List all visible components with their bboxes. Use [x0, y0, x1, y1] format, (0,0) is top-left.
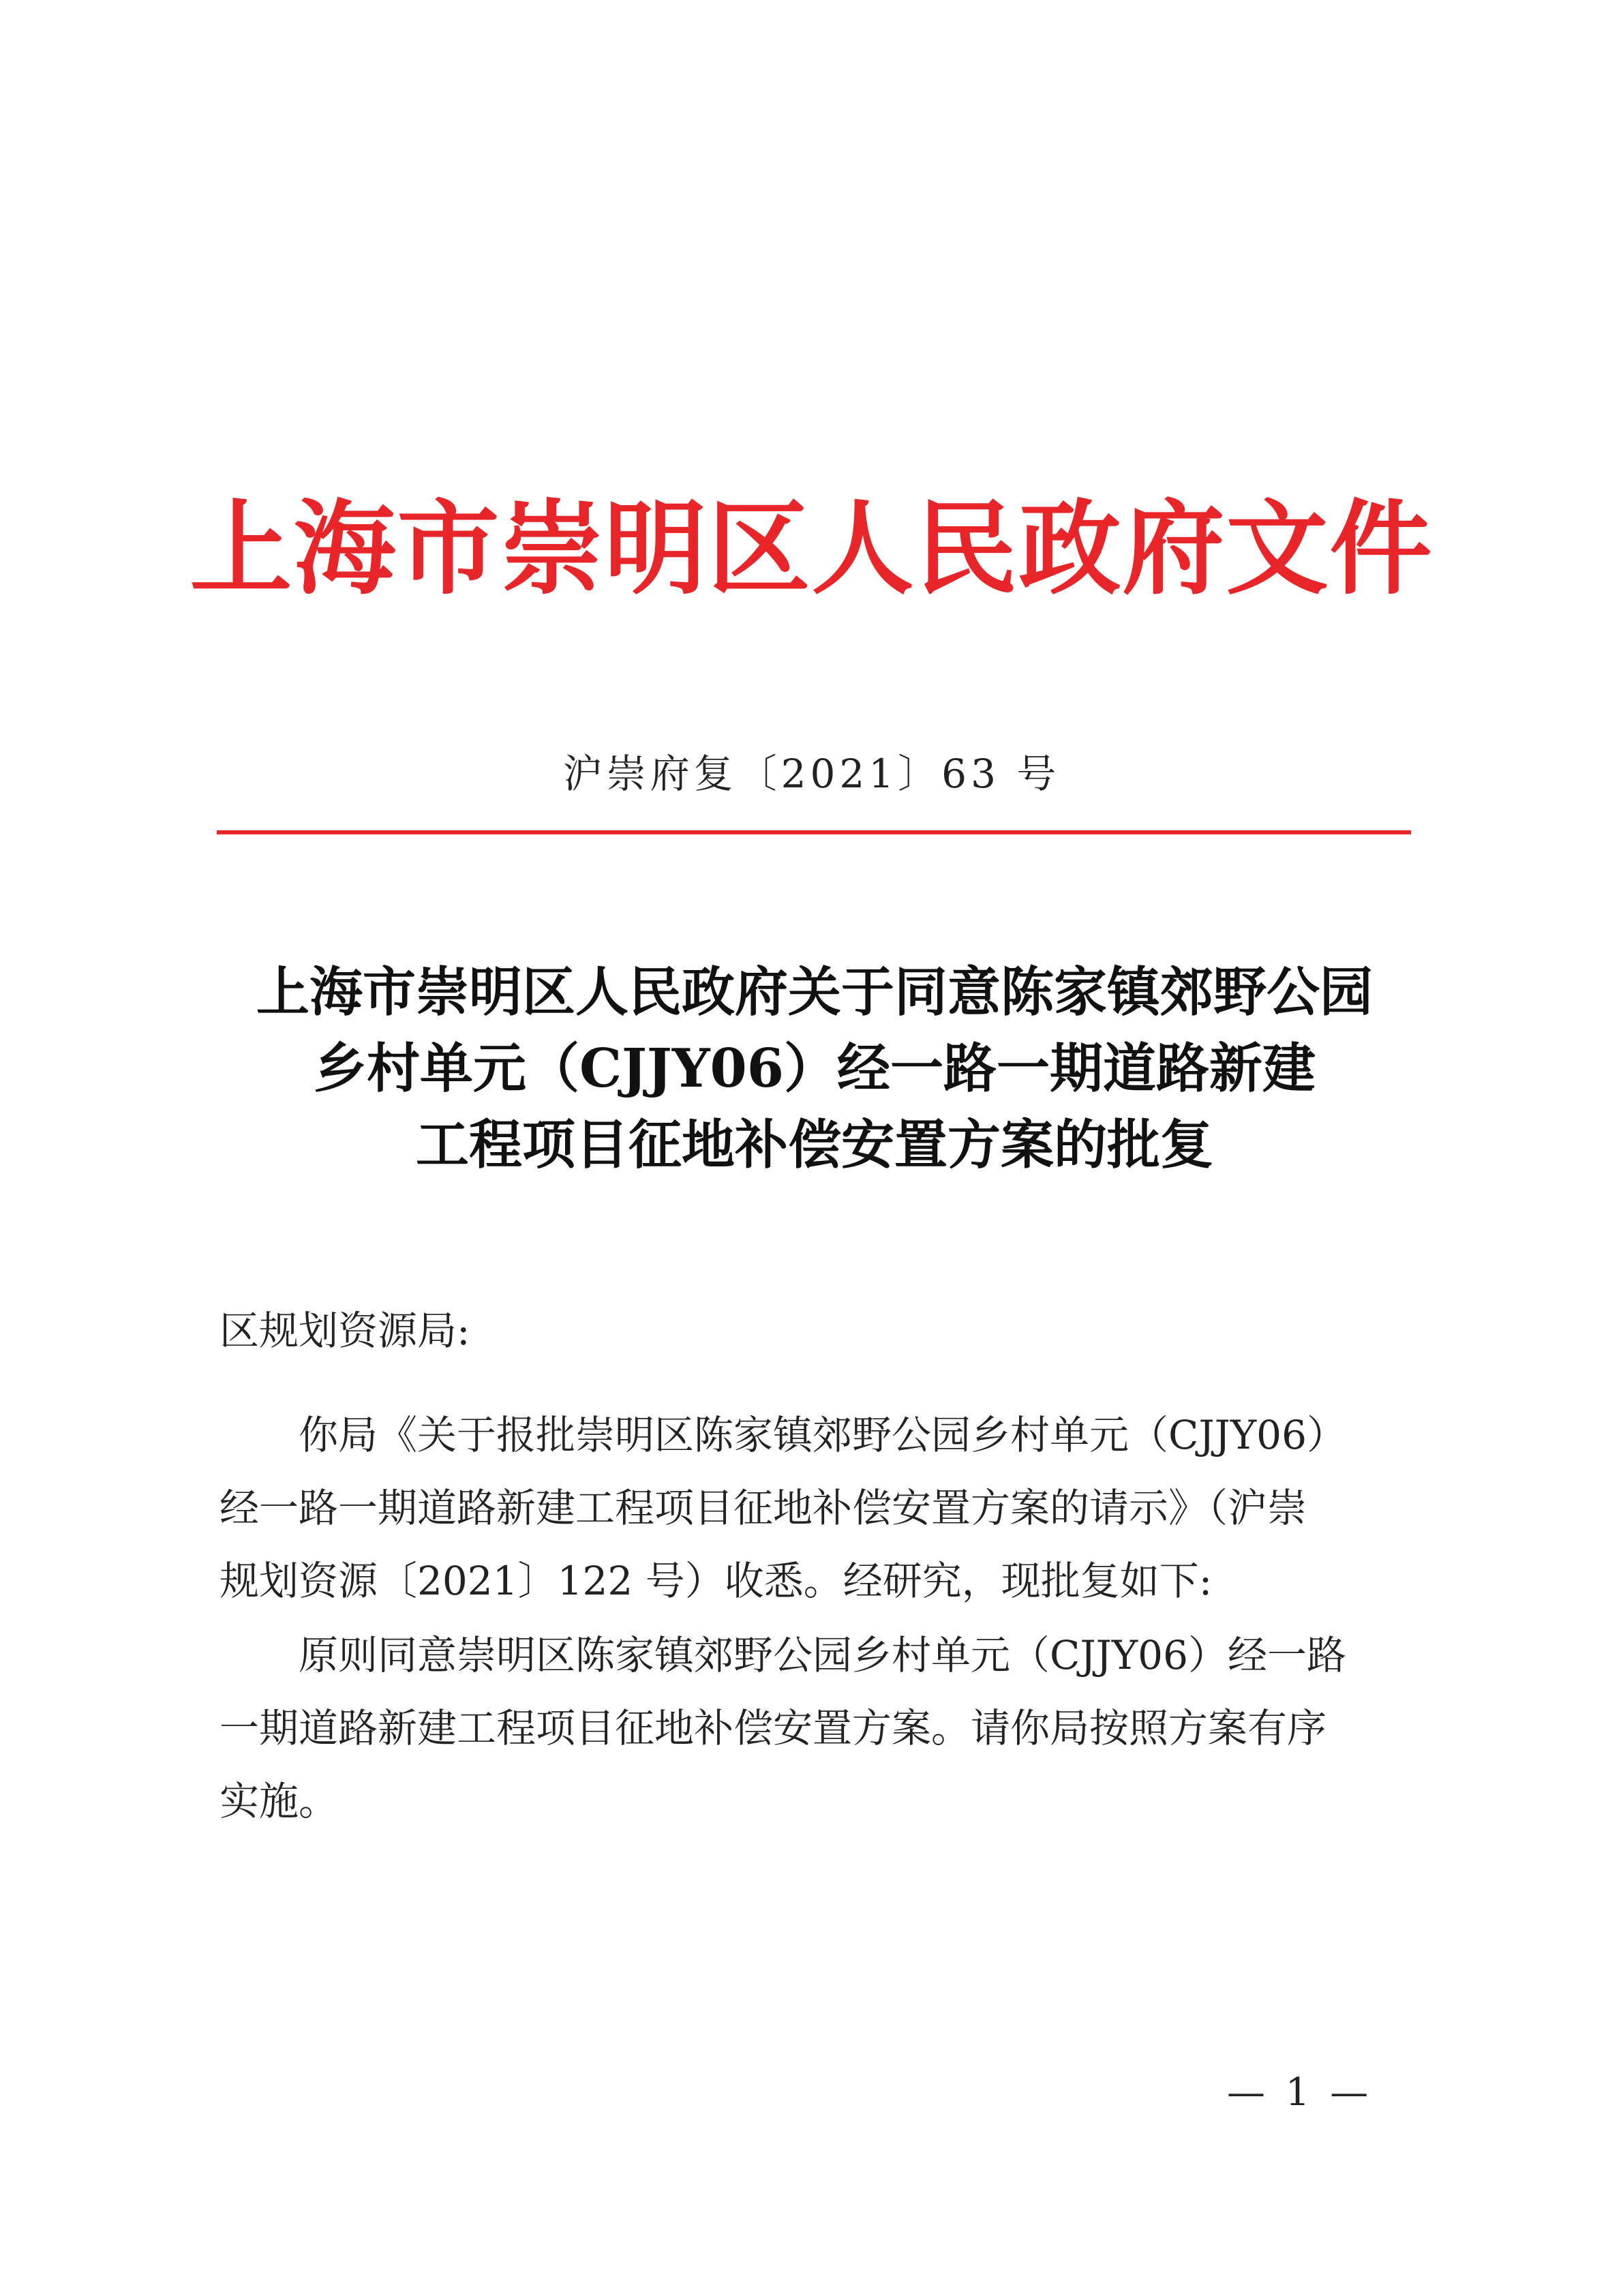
body-paragraph-2 [219, 1619, 1419, 1838]
page-number: — 1 — [1227, 2070, 1373, 2115]
paragraph-line: 经一路一期道路新建工程项目征地补偿安置方案的请示》（沪崇 [219, 1485, 1307, 1531]
paragraph-line: 你局《关于报批崇明区陈家镇郊野公园乡村单元（CJJY06） [299, 1412, 1346, 1458]
title-line: 工程项目征地补偿安置方案的批复 [415, 1114, 1213, 1176]
red-divider-line [217, 830, 1411, 834]
document-number: 沪崇府复〔2021〕63 号 [562, 751, 1061, 797]
body-paragraph-1 [219, 1399, 1419, 1618]
document-title [204, 954, 1425, 1183]
paragraph-line: 一期道路新建工程项目征地补偿安置方案。请你局按照方案有序 [219, 1705, 1327, 1751]
paragraph-line: 原则同意崇明区陈家镇郊野公园乡村单元（CJJY06）经一路 [299, 1632, 1346, 1678]
addressee: 区规划资源局: [219, 1308, 470, 1354]
paragraph-line: 规划资源〔2021〕122 号）收悉。经研究，现批复如下: [219, 1558, 1213, 1604]
paragraph-line: 实施。 [219, 1778, 339, 1824]
masthead: 上海市崇明区人民政府文件 [189, 489, 1434, 609]
title-line: 乡村单元（CJJY06）经一路一期道路新建 [313, 1038, 1316, 1100]
title-line: 上海市崇明区人民政府关于同意陈家镇郊野公园 [256, 961, 1373, 1023]
